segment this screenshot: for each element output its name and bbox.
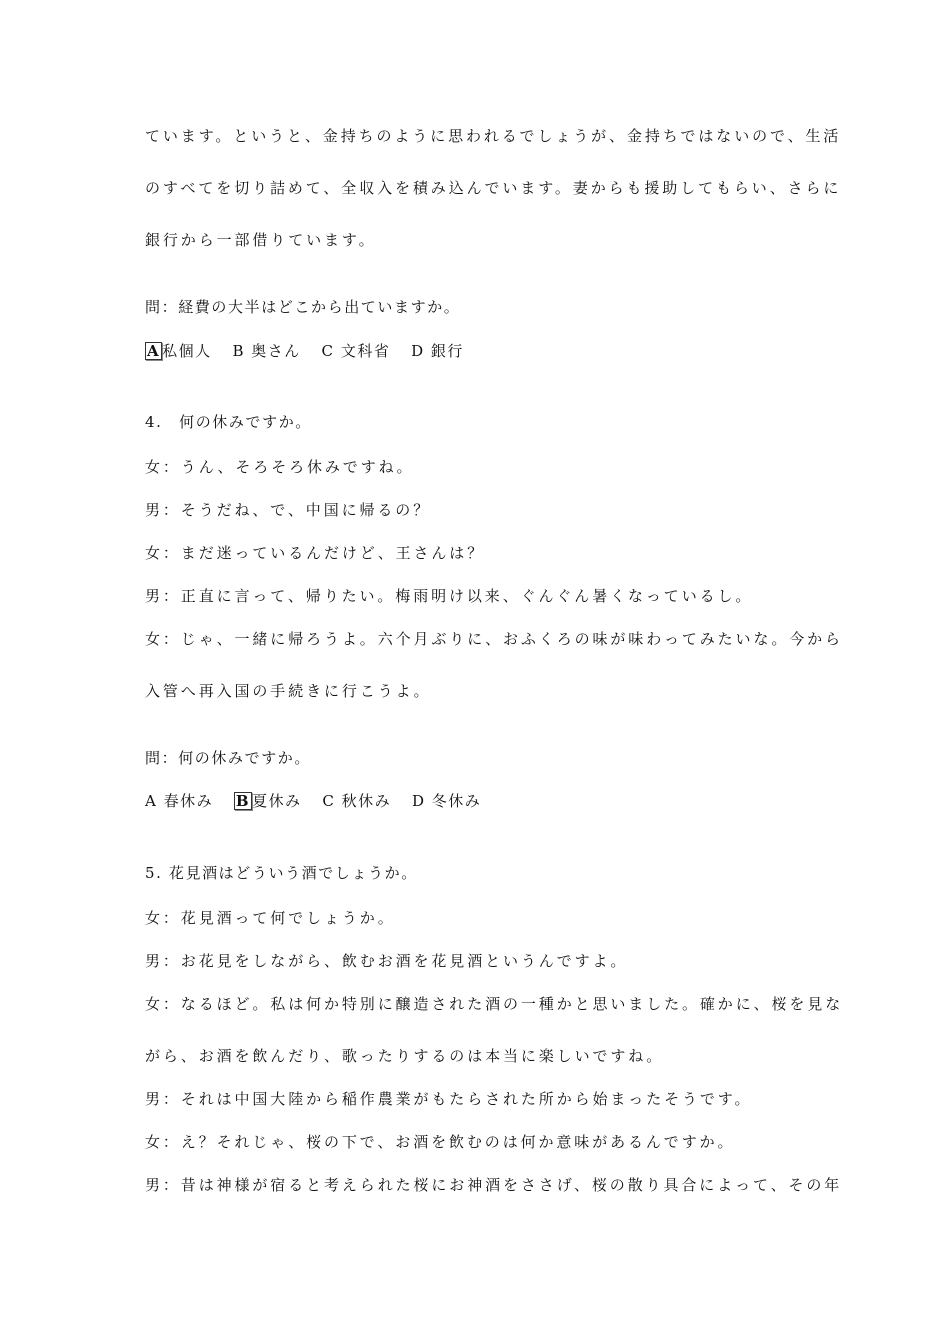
option-c[interactable]	[322, 791, 391, 811]
answer-options	[145, 341, 480, 361]
option-letter: B	[235, 792, 251, 810]
dialogue-line: がら、お酒を飲んだり、歌ったりするのは本当に楽しいですね。	[145, 1047, 665, 1065]
option-letter: D	[411, 792, 426, 810]
option-a[interactable]	[145, 791, 213, 811]
option-b[interactable]	[234, 791, 302, 811]
passage-line: ています。というと、金持ちのように思われるでしょうが、金持ちではないので、生活	[145, 127, 842, 145]
dialogue-line: 女：なるほど。私は何か特別に醸造された酒の一種かと思いました。確かに、桜を見な	[145, 995, 844, 1013]
question-text: 問：経費の大半はどこから出ていますか。	[145, 298, 461, 316]
dialogue-line: 男：それは中国大陸から稲作農業がもたらされた所から始まったそうです。	[145, 1090, 753, 1108]
option-text: 私個人	[162, 342, 212, 360]
answer-options	[145, 791, 497, 811]
option-d[interactable]	[411, 341, 464, 361]
option-letter: A	[147, 342, 161, 360]
dialogue-line: 女：じゃ、一緒に帰ろうよ。六个月ぶりに、おふくろの味が味わってみたいな。今から	[145, 630, 843, 648]
dialogue-line: 入管へ再入国の手続きに行こうよ。	[145, 682, 432, 700]
question-heading: 4. 何の休みですか。	[145, 413, 312, 431]
option-c[interactable]	[322, 341, 391, 361]
option-text: 夏休み	[252, 792, 302, 810]
option-text: 銀行	[430, 342, 464, 360]
option-text: 秋休み	[341, 792, 392, 810]
dialogue-line: 女：花見酒って何でしょうか。	[145, 909, 396, 927]
option-letter: C	[321, 342, 335, 360]
option-d[interactable]	[412, 791, 481, 811]
option-text: 奥さん	[251, 342, 301, 360]
option-letter: B	[232, 342, 245, 360]
option-text: 文科省	[340, 342, 391, 360]
question-text: 問：何の休みですか。	[145, 749, 312, 767]
dialogue-line: 女：うん、そろそろ休みですね。	[145, 458, 415, 476]
option-letter: A	[145, 792, 158, 810]
question-heading: 5. 花見酒はどういう酒でしょうか。	[145, 864, 418, 882]
passage-line: のすべてを切り詰めて、全収入を積み込んでいます。妻からも援助してもらい、さらに	[145, 179, 842, 197]
option-a[interactable]	[145, 341, 212, 361]
option-text: 春休み	[163, 792, 214, 810]
option-text: 冬休み	[431, 792, 482, 810]
option-letter: D	[411, 342, 425, 360]
option-b[interactable]	[232, 341, 300, 361]
dialogue-line: 女：まだ迷っているんだけど、王さんは？	[145, 544, 486, 562]
dialogue-line: 男：昔は神様が宿ると考えられた桜にお神酒をささげ、桜の散り具合によって、その年	[145, 1176, 843, 1194]
option-letter: C	[322, 792, 336, 810]
dialogue-line: 男：お花見をしながら、飲むお酒を花見酒というんですよ。	[145, 952, 629, 970]
dialogue-line: 男：正直に言って、帰りたい。梅雨明け以来、ぐんぐん暑くなっているし。	[145, 587, 754, 605]
dialogue-line: 男：そうだね、で、中国に帰るの？	[145, 501, 432, 519]
dialogue-line: 女：え？それじゃ、桜の下で、お酒を飲むのは何か意味があるんですか。	[145, 1133, 736, 1151]
passage-line: 銀行から一部借りています。	[145, 231, 377, 249]
